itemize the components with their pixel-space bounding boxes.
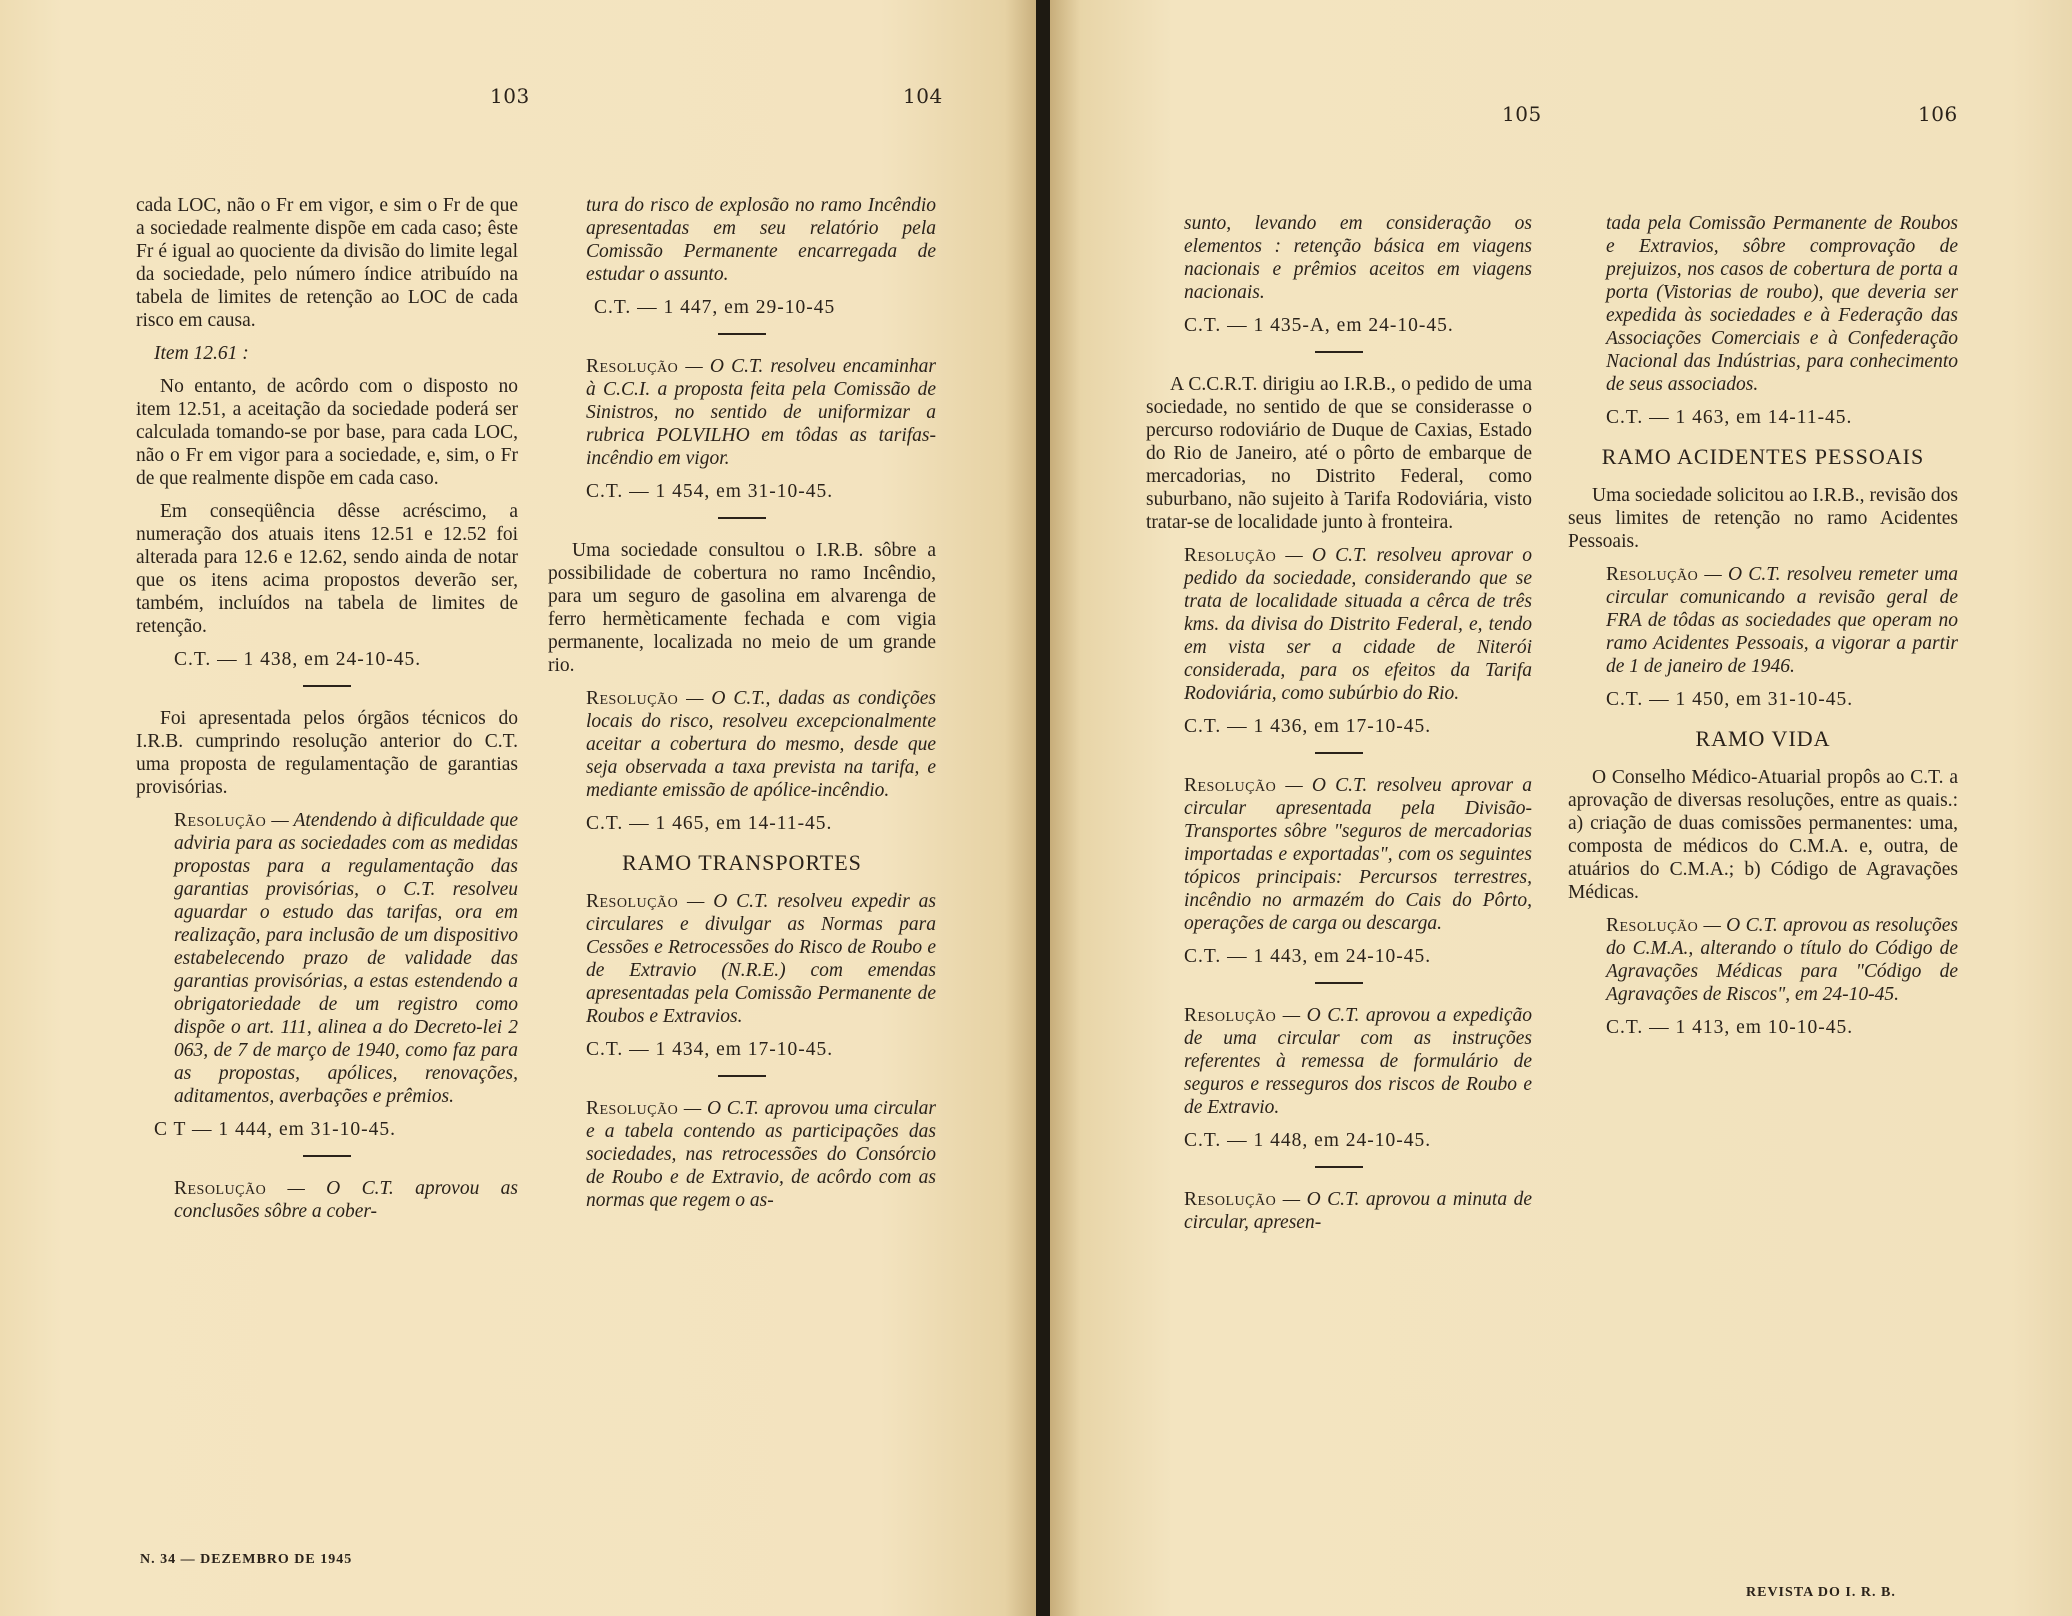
section-divider (1315, 1166, 1363, 1168)
page-106-column (1568, 212, 1958, 1049)
paragraph: Uma sociedade solicitou ao I.R.B., revisão dos seus limites de retenção no ramo Acidentes Pessoais. (1568, 485, 1958, 552)
resolution-text: — O C.T. resolveu encaminhar à C.C.I. a proposta feita pela Comissão de Sinistros, no sentido de uniformizar a rubrica POLVILHO em tôdas as tarifas-incêndio em vigor. (586, 356, 937, 469)
page-number-106: 106 (1918, 102, 1958, 126)
resolution-text: — O C.T. aprovou a minuta de circular, apresen- (1184, 1189, 1533, 1233)
paragraph: cada LOC, não o Fr em vigor, e sim o Fr de que a sociedade realmente dispõe em cada caso; êste Fr é igual ao quociente da divisão do limite legal da sociedade, pelo número índice atribuído na tabela de limites de retenção ao LOC de cada risco em causa. (136, 195, 518, 331)
resolution (548, 890, 936, 1028)
footer-journal: REVISTA DO I. R. B. (1746, 1585, 1896, 1600)
book-gutter (1036, 0, 1050, 1616)
resolution-text: — O C.T. resolveu aprovar a circular apresentada pela Divisão-Transportes sôbre "seguros de mercadorias importadas e exportadas", com os seguintes tópicos principais: Percursos terrestres, incêndio no armazém do Cais do Pôrto, operações de carga ou descarga. (1184, 775, 1532, 934)
section-divider (1315, 752, 1363, 754)
resolution (548, 687, 936, 802)
resolution (1568, 563, 1958, 678)
ct-reference: C.T. — 1 438, em 24-10-45. (174, 649, 422, 670)
section-divider (1315, 982, 1363, 984)
section-divider (303, 1155, 351, 1157)
section-divider (718, 333, 766, 335)
page-number-104: 104 (903, 84, 943, 108)
paragraph: Uma sociedade consultou o I.R.B. sôbre a possibilidade de cobertura no ramo Incêndio, para um seguro de gasolina em alvarenga de ferro hermèticamente fechada e com vigia permanente, localizada no meio de um grande rio. (548, 540, 936, 676)
resolution: tada pela Comissão Permanente de Roubos e Extravios, sôbre comprovação de prejuizos, nos casos de cobertura de porta a porta (Vistorias de roubo), que deveria ser expedida às sociedades e à Federação das Associações Comerciais e à Confederação Nacional das Indústrias, para conhecimento de seus associados. (1606, 213, 1958, 395)
item-heading: Item 12.61 : (154, 343, 249, 364)
ct-reference: C.T. — 1 447, em 29-10-45 (594, 297, 836, 318)
section-divider (303, 685, 351, 687)
section-divider (1315, 351, 1363, 353)
resolution (548, 1097, 936, 1212)
resolution-label: Resolução (1606, 915, 1699, 936)
resolution-label: Resolução (586, 356, 679, 377)
resolution-label: Resolução (586, 1098, 679, 1119)
resolution (1146, 544, 1532, 705)
resolution: sunto, levando em consideração os elementos : retenção básica em viagens nacionais e prêmios aceitos em viagens nacionais. (1184, 213, 1532, 303)
resolution (136, 1177, 518, 1223)
resolution-label: Resolução (174, 810, 267, 831)
page-105-column (1146, 212, 1532, 1244)
paragraph: Foi apresentada pelos órgãos técnicos do I.R.B. cumprindo resolução anterior do C.T. uma proposta de regulamentação de garantias provisórias. (136, 708, 518, 798)
resolution-label: Resolução (1184, 1005, 1277, 1026)
ct-reference: C.T. — 1 435-A, em 24-10-45. (1184, 315, 1454, 336)
ct-reference: C.T. — 1 463, em 14-11-45. (1606, 407, 1853, 428)
resolution-text: — Atendendo à dificuldade que adviria para as sociedades com as medidas propostas para a regulamentação das garantias provisórias, o C.T. resolveu aguardar o estudo das tarifas, ora em realização, para inclusão de um dispositivo estabelecendo prazo de validade das garantias provisórias, a estas estendendo a obrigatoriedade de um registro como dispõe o art. 111, alinea a do Decreto-lei 2 063, de 7 de março de 1940, como faz para as propostas, apólices, renovações, aditamentos, averbações e prêmios. (174, 810, 519, 1107)
resolution-text: — O C.T. resolveu aprovar o pedido da sociedade, considerando que se trata de localidade situada a cêrca de três kms. da divisa do Distrito Federal, e, tendo em vista ser a cidade de Niterói considerada, para os efeitos da Tarifa Rodoviária, como subúrbio do Rio. (1184, 545, 1532, 704)
resolution (1146, 774, 1532, 935)
ct-reference: C.T. — 1 413, em 10-10-45. (1606, 1017, 1854, 1038)
resolution-label: Resolução (1606, 564, 1699, 585)
page-103-column (136, 194, 518, 1233)
footer-issue: N. 34 — DEZEMBRO DE 1945 (140, 1552, 353, 1567)
resolution (1146, 1188, 1532, 1234)
ct-reference: C.T. — 1 450, em 31-10-45. (1606, 689, 1854, 710)
right-leaf (1050, 0, 2072, 1616)
ct-reference: C.T. — 1 448, em 24-10-45. (1184, 1130, 1432, 1151)
section-heading: RAMO VIDA (1695, 726, 1831, 751)
resolution (136, 809, 518, 1108)
resolution (1146, 1004, 1532, 1119)
paragraph: Em conseqüência dêsse acréscimo, a numeração dos atuais itens 12.51 e 12.52 foi alterada para 12.6 e 12.62, sendo ainda de notar que os itens acima propostos deverão ser, também, incluídos na tabela de limites de retenção. (136, 501, 518, 637)
section-heading: RAMO ACIDENTES PESSOAIS (1601, 444, 1925, 469)
resolution-text: — O C.T. aprovou as resoluções do C.M.A., alterando o título do Código de Agravações Médicas para "Código de Agravações de Riscos", em 24-10-45. (1606, 915, 1959, 1005)
resolution-label: Resolução (174, 1178, 267, 1199)
resolution-label: Resolução (586, 688, 679, 709)
ct-reference: C.T. — 1 436, em 17-10-45. (1184, 716, 1432, 737)
resolution-label: Resolução (1184, 545, 1277, 566)
page-104-column (548, 194, 936, 1222)
page-number-105: 105 (1502, 102, 1542, 126)
resolution-text: — O C.T. resolveu expedir as circulares e divulgar as Normas para Cessões e Retrocessões do Risco de Roubo e de Extravio (N.R.E.) com emendas apresentadas pela Comissão Permanente de Roubos e Extravios. (586, 891, 937, 1027)
resolution-label: Resolução (586, 891, 679, 912)
paragraph: A C.C.R.T. dirigiu ao I.R.B., o pedido de uma sociedade, no sentido de que se considerasse o percurso rodoviário de Duque de Caxias, Estado do Rio de Janeiro, até o pôrto de embarque de mercadorias, no Distrito Federal, como suburbano, não sujeito à Tarifa Rodoviária, visto tratar-se de localidade junto à fronteira. (1146, 374, 1532, 533)
resolution-text: — O C.T. aprovou as conclusões sôbre a cober- (174, 1178, 518, 1222)
resolution-label: Resolução (1184, 1189, 1277, 1210)
section-divider (718, 517, 766, 519)
resolution-text: — O C.T. resolveu remeter uma circular comunicando a revisão geral de FRA de tôdas as sociedades que operam no ramo Acidentes Pessoais, a vigorar a partir de 1 de janeiro de 1946. (1606, 564, 1958, 677)
resolution: tura do risco de explosão no ramo Incêndio apresentadas em seu relatório pela Comissão Permanente encarregada de estudar o assunto. (586, 195, 936, 285)
page-number-103: 103 (490, 84, 530, 108)
resolution-text: — O C.T. aprovou uma circular e a tabela contendo as participações das sociedades, nas retrocessões do Consórcio de Roubo e de Extravio, de acôrdo com as normas que regem o as- (586, 1098, 937, 1211)
resolution-label: Resolução (1184, 775, 1277, 796)
ct-reference: C.T. — 1 434, em 17-10-45. (586, 1039, 834, 1060)
section-divider (718, 1075, 766, 1077)
resolution (1568, 914, 1958, 1006)
section-heading: RAMO TRANSPORTES (622, 850, 862, 875)
paragraph: O Conselho Médico-Atuarial propôs ao C.T. a aprovação de diversas resoluções, entre as quais.: a) criação de duas comissões permanentes: uma, composta de médicos do C.M.A. e, outra, de atuários do C.M.A.; b) Código de Agravações Médicas. (1568, 767, 1958, 903)
ct-reference: C.T. — 1 465, em 14-11-45. (586, 813, 833, 834)
resolution-text: — O C.T. aprovou a expedição de uma circular com as instruções referentes à remessa de formulário de seguros e resseguros dos riscos de Roubo e de Extravio. (1184, 1005, 1532, 1118)
paragraph: No entanto, de acôrdo com o disposto no item 12.51, a aceitação da sociedade poderá ser calculada tomando-se por base, para cada LOC, não o Fr em vigor para a sociedade, e, sim, o Fr de que realmente dispõe em cada caso. (136, 376, 518, 489)
ct-reference: C.T. — 1 443, em 24-10-45. (1184, 946, 1432, 967)
ct-reference: C T — 1 444, em 31-10-45. (154, 1119, 397, 1140)
resolution-text: — O C.T., dadas as condições locais do risco, resolveu excepcionalmente aceitar a cobertura do mesmo, desde que seja observada a taxa prevista na tarifa, e mediante emissão de apólice-incêndio. (586, 688, 937, 801)
ct-reference: C.T. — 1 454, em 31-10-45. (586, 481, 834, 502)
resolution (548, 355, 936, 470)
